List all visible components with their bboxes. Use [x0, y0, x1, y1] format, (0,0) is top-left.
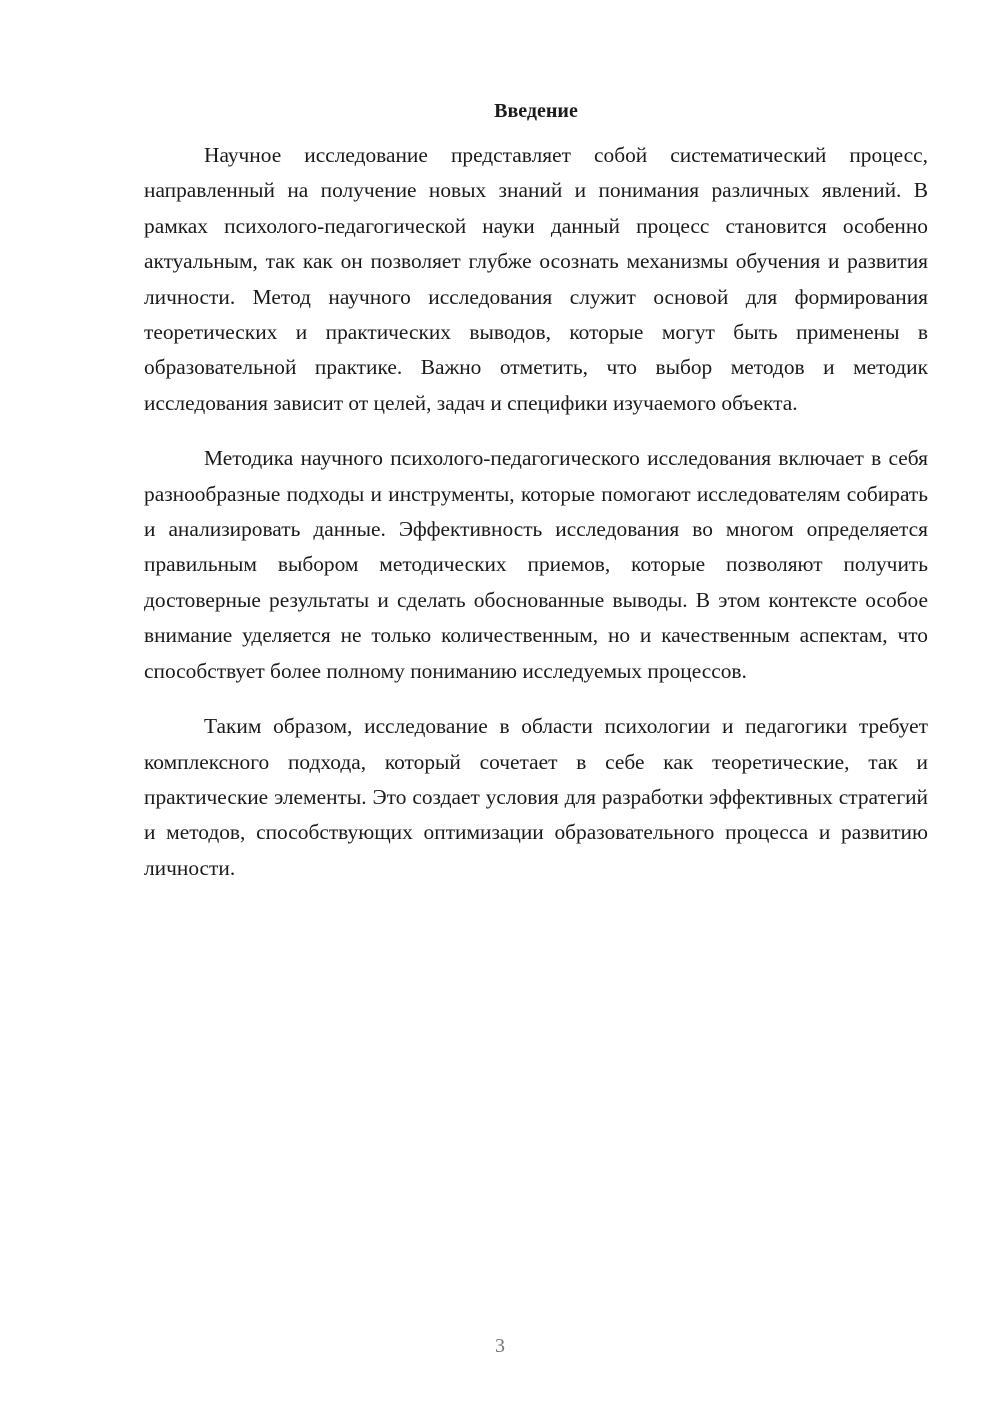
section-heading: Введение [494, 100, 578, 122]
page-content [144, 96, 928, 906]
paragraph-2: Методика научного психолого-педагогического исследования включает в себя разнообразные подходы и инструменты, которые помогают исследователям собирать и анализировать данные. Эффективность исследования во многом определяется правильным выбором методических приемов, которые позволяют получить достоверные результаты и сделать обоснованные выводы. В этом контексте особое внимание уделяется не только количественным, но и качественным аспектам, что способствует более полному пониманию исследуемых процессов. [144, 446, 928, 683]
paragraph-1: Научное исследование представляет собой систематический процесс, направленный на получение новых знаний и понимания различных явлений. В рамках психолого-педагогической науки данный процесс становится особенно актуальным, так как он позволяет глубже осознать механизмы обучения и развития личности. Метод научного исследования служит основой для формирования теоретических и практических выводов, которые могут быть применены в образовательной практике. Важно отметить, что выбор методов и методик исследования зависит от целей, задач и специфики изучаемого объекта. [144, 143, 928, 415]
page-number: 3 [495, 1335, 505, 1357]
paragraph-3: Таким образом, исследование в области психологии и педагогики требует комплексного подхода, который сочетает в себе как теоретические, так и практические элементы. Это создает условия для разработки эффективных стратегий и методов, способствующих оптимизации образовательного процесса и развитию личности. [144, 714, 928, 880]
